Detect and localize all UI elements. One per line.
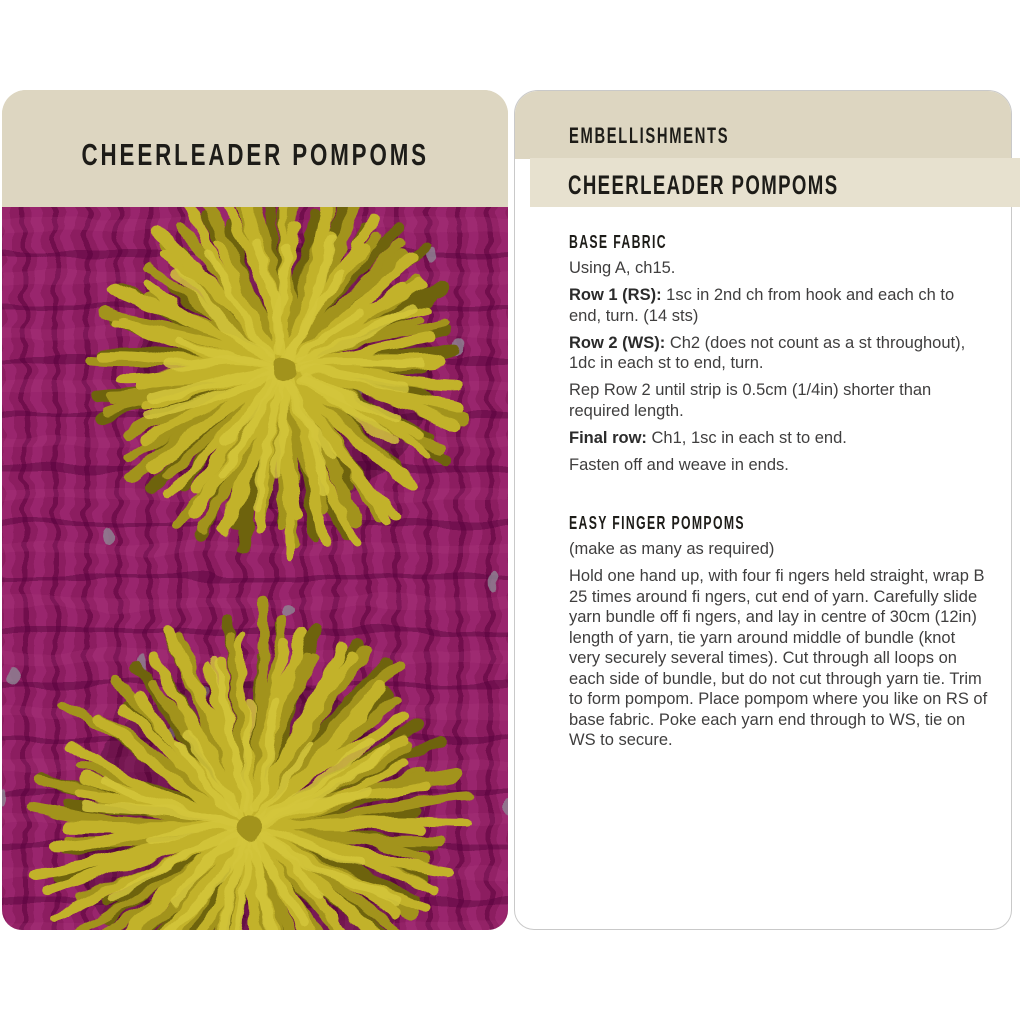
section-heading-easy-finger-pompoms: EASY FINGER POMPOMS — [569, 513, 745, 533]
row-label: Row 2 (WS): — [569, 333, 666, 352]
crochet-pompom-photo — [2, 207, 508, 930]
instruction-paragraph: Fasten off and weave in ends. — [569, 455, 789, 474]
left-page — [2, 90, 508, 930]
left-page-header — [2, 90, 508, 207]
pattern-instructions — [569, 208, 989, 757]
row-label: Final row: — [569, 428, 647, 447]
category-label: EMBELLISHMENTS — [569, 123, 730, 148]
instruction-paragraph: (make as many as required) — [569, 540, 775, 558]
instruction-paragraph: Row 2 (WS): Ch2 (does not count as a st throughout), 1dc in each st to end, turn. — [569, 333, 966, 372]
row-label: Row 1 (RS): — [569, 286, 662, 304]
title-band — [530, 158, 1020, 207]
section-heading-base-fabric: BASE FABRIC — [569, 232, 667, 252]
crochet-photo-canvas — [2, 207, 508, 930]
instruction-paragraph: Using A, ch15. — [569, 259, 676, 277]
category-band — [515, 91, 1011, 159]
left-page-title: CHEERLEADER POMPOMS — [81, 136, 429, 172]
instruction-paragraph: Hold one hand up, with four fi ngers held straight, wrap B 25 times around fi ngers, cut end of yarn. Carefully slide yarn bundle off fi ngers, and lay in centre of 30cm (12in) length of yarn, tie yarn around middle of bundle (knot very securely several times). Cut through all loops on each side of bundle, but do not cut through yarn tie. Trim to form pompom. Place pompom where you like on RS of base fabric. Poke each yarn end through to WS, tie on WS to secure. — [569, 567, 988, 749]
instruction-paragraph: Final row: Ch1, 1sc in each st to end. — [569, 428, 847, 447]
instruction-paragraph: Rep Row 2 until strip is 0.5cm (1/4in) shorter than required length. — [569, 381, 932, 420]
page-title: CHEERLEADER POMPOMS — [568, 170, 839, 200]
right-page — [514, 90, 1012, 930]
instruction-paragraph: Row 1 (RS): 1sc in 2nd ch from hook and each ch to end, turn. (14 sts) — [569, 286, 955, 325]
